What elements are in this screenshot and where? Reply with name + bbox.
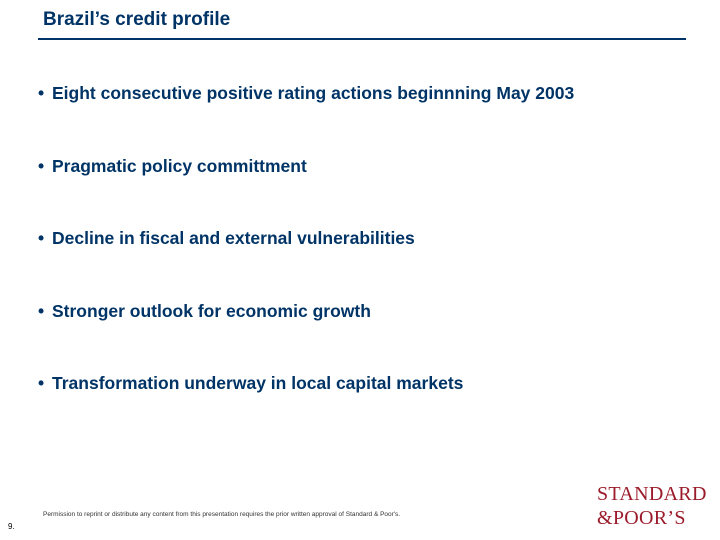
bullet-text: Stronger outlook for economic growth	[52, 300, 371, 321]
bullet-marker: •	[38, 83, 45, 103]
permission-disclaimer: Permission to reprint or distribute any content from this presentation requires the prior written approval of Standard & Poor's.	[43, 511, 401, 518]
page-number: 9.	[8, 522, 15, 531]
bullet-marker: •	[38, 155, 45, 176]
bullet-item	[38, 81, 574, 154]
bullet-marker: •	[38, 228, 45, 248]
logo-line-poors: &POOR’S	[597, 507, 686, 529]
bullet-item	[38, 371, 574, 444]
bullet-text: Decline in fiscal and external vulnerabilities	[52, 228, 415, 248]
standard-and-poors-logo	[597, 484, 705, 528]
bullet-item	[38, 154, 574, 227]
bullet-item	[38, 226, 574, 299]
slide-title: Brazil’s credit profile	[43, 9, 231, 30]
bullet-marker: •	[38, 373, 45, 393]
bullet-text: Eight consecutive positive rating actions beginnning May 2003	[52, 83, 575, 103]
bullet-text: Pragmatic policy committment	[52, 155, 307, 176]
bullet-item	[38, 299, 574, 372]
title-underline-rule	[38, 38, 686, 40]
bullet-list	[38, 81, 574, 444]
logo-line-standard: STANDARD	[597, 483, 707, 505]
bullet-marker: •	[38, 300, 45, 321]
bullet-text: Transformation underway in local capital markets	[52, 373, 464, 393]
